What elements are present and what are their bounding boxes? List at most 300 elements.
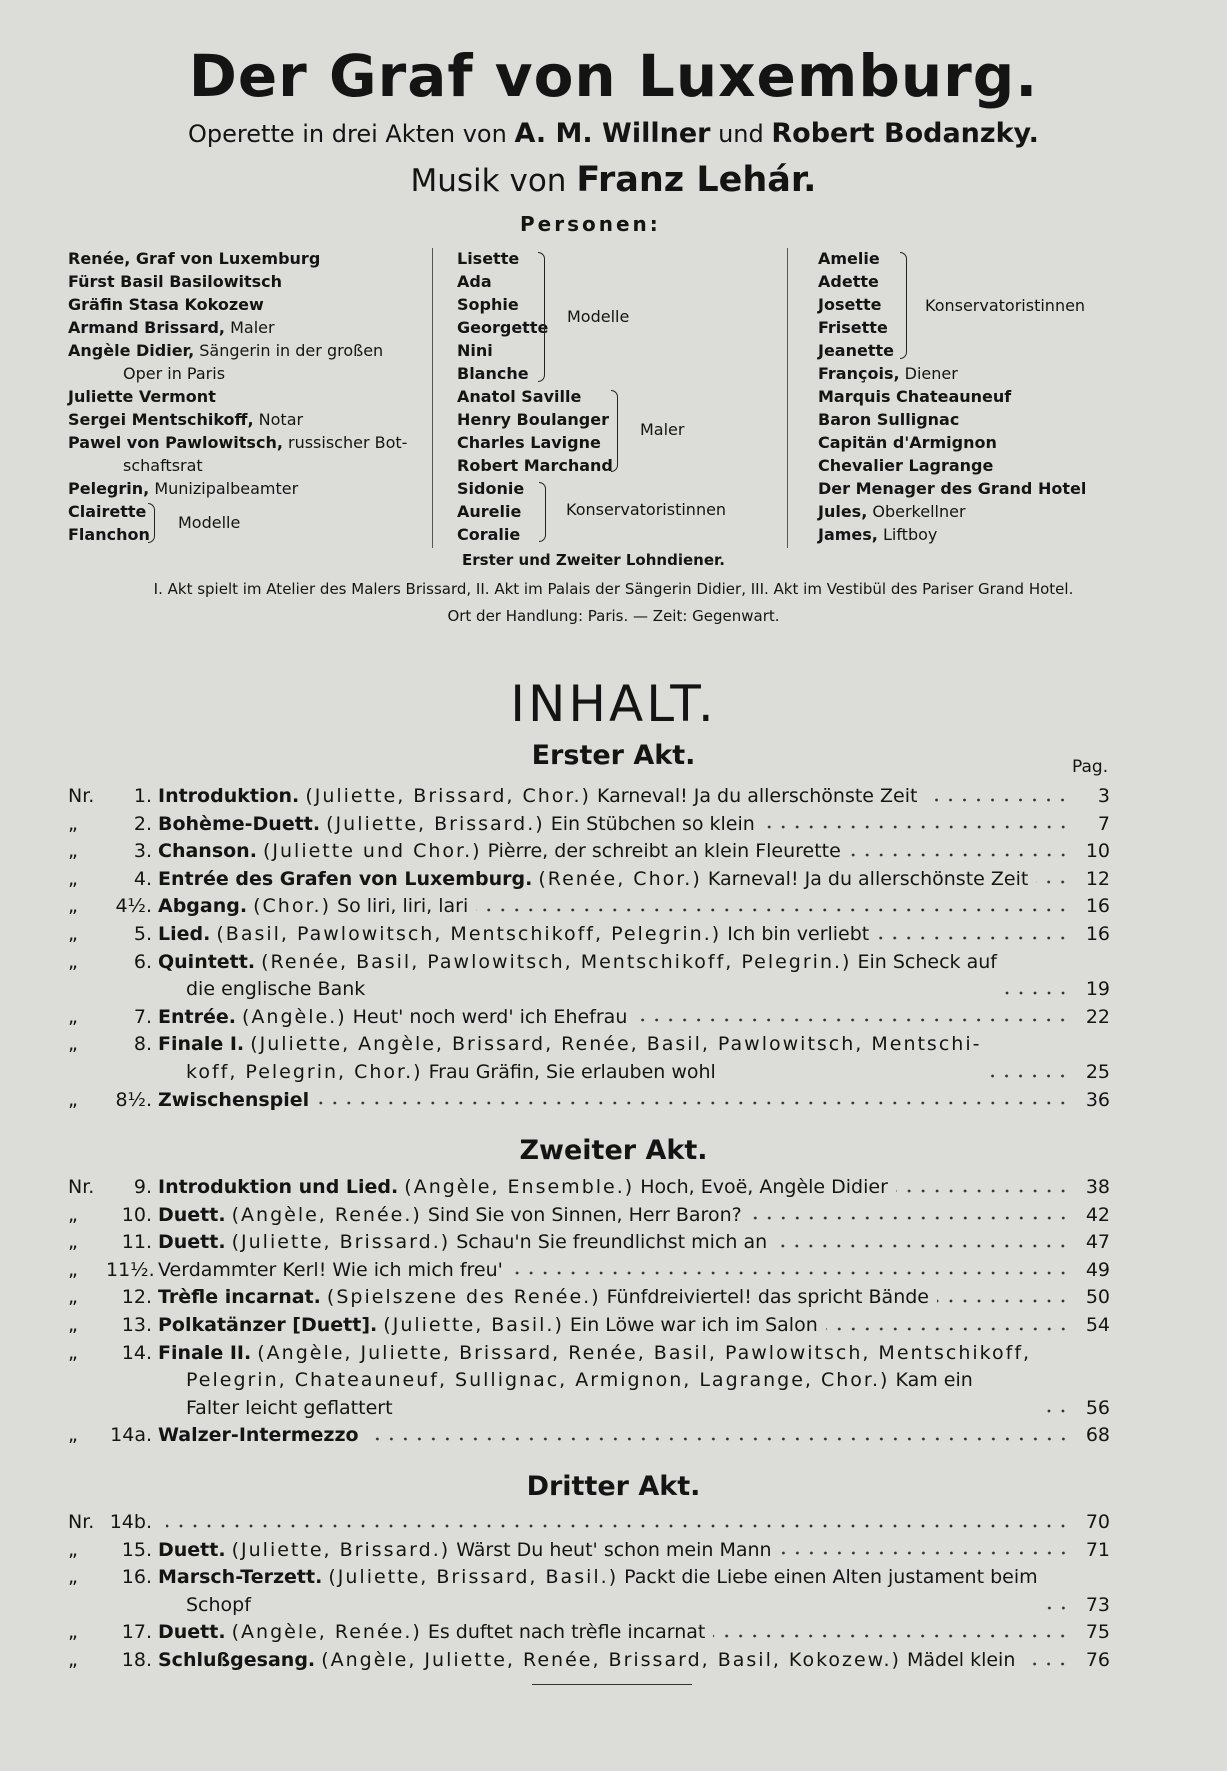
cast-name: Sidonie [457,479,525,498]
toc-entry [68,1202,1110,1230]
page-number: 19 [1085,978,1110,1001]
entry-number: 13. [121,1313,152,1336]
entry-incipit: Karneval! Ja du allerschönste Zeit [707,867,1029,890]
cast-entry [68,523,423,546]
dot-leader [1036,878,1070,886]
entry-prefix: „ [68,1424,78,1447]
cast-entry [818,477,1218,500]
entry-title: Quintett. [158,950,256,973]
entry-number: 2. [133,812,152,835]
entry-title: Duett. [158,1621,226,1644]
cast-entry [68,270,423,293]
entry-number: 14a. [110,1424,152,1447]
cast-name: Lisette [457,249,520,268]
entry-cast: (Renée, Basil, Pawlowitsch, Mentschikoff, Pelegrin.) [261,950,852,973]
toc-entry [68,811,1110,839]
entry-body [158,783,1110,811]
cast-continuation: schaftsrat [123,456,203,475]
entry-title: Introduktion. [158,785,300,807]
entry-incipit: Schau'n Sie freundlichst mich an [456,1231,768,1254]
inhalt-heading: INHALT. [510,675,717,733]
entry-prefix: „ [68,1005,78,1028]
entry-number: 8½. [115,1088,152,1111]
entry-text [158,811,755,839]
cast-entry [457,339,762,362]
act-1-contents [68,783,1110,1114]
entry-text [158,838,841,866]
entry-text [158,1537,772,1565]
brace-modelle-1 [148,503,155,543]
entry-number: 11½. [106,1258,155,1281]
cast-name: Henry Boulanger [457,410,609,429]
entry-incipit: Heut' noch werd' ich Ehefrau [352,1005,628,1028]
entry-body [158,1031,1110,1086]
entry-prefix: „ [68,1286,78,1309]
place-time-note: Ort der Handlung: Paris. — Zeit: Gegenwart. [447,607,780,625]
brace-modelle-2 [538,252,545,382]
dot-leader [925,796,1070,804]
entry-text [158,783,917,811]
cast-name: François, [818,364,900,383]
cast-name: Pawel von Pawlowitsch, [68,433,283,452]
entry-number: 7. [133,1005,152,1028]
entry-cast-continued: Pelegrin, Chateauneuf, Sullignac, Armignon, Lagrange, Chor.) [186,1369,890,1392]
cast-name: Clairette [68,502,147,521]
entry-cast: (Juliette, Brissard.) [231,1538,451,1561]
dot-leader [775,1242,1070,1250]
entry-incipit-continued: Kam ein [895,1369,973,1392]
page-number: 16 [1085,922,1110,945]
entry-incipit: Sind Sie von Sinnen, Herr Baron? [427,1203,742,1226]
entry-body [158,838,1110,866]
entry-incipit: Mädel klein [906,1648,1016,1671]
act-2-heading: Zweiter Akt. [519,1135,708,1166]
entry-text [158,1284,929,1312]
entry-prefix: Nr. [68,785,95,807]
cast-entry [818,247,1218,270]
cast-role: Maler [230,318,275,337]
entry-body [158,1647,1110,1675]
page-number: 7 [1097,812,1110,835]
entry-number: 9. [133,1176,152,1198]
entry-incipit: Ein Löwe war ich im Salon [569,1313,818,1336]
cast-name: Jules, [818,502,868,521]
cast-name: Fürst Basil Basilowitsch [68,272,282,291]
entry-cast: (Renée, Chor.) [538,867,702,890]
cast-entry [68,385,423,408]
act-3-contents [68,1509,1110,1675]
personen-heading: Personen: [520,212,661,236]
act-1-heading: Erster Akt. [531,740,696,771]
page-number: 49 [1085,1258,1110,1281]
setting-note: I. Akt spielt im Atelier des Malers Brissard, II. Akt im Palais der Sängerin Didier, III. Akt im Vestibül des Pariser Grand Hotel. [153,580,1074,598]
toc-entry [68,921,1110,949]
entry-cast-continued: koff, Pelegrin, Chor.) [186,1060,423,1083]
entry-cast: (Spielszene des Renée.) [326,1286,601,1309]
page-number: 42 [1085,1203,1110,1226]
toc-entry [68,1564,1110,1619]
entry-title: Trèfle incarnat. [158,1286,321,1309]
page-number: 70 [1085,1511,1110,1533]
entry-text [158,866,1028,894]
entry-incipit-continued: Schopf [186,1593,251,1616]
dot-leader [1023,1660,1070,1668]
cast-entry [457,385,762,408]
cast-entry [68,339,423,362]
brace-konservatoristinnen-2 [900,252,907,359]
group-label-modelle-1: Modelle [178,513,241,532]
toc-entry [68,1229,1110,1257]
lohndiener-line: Erster und Zweiter Lohndiener. [462,551,725,569]
toc-entry [68,1257,1110,1285]
act-2-contents [68,1174,1110,1450]
entry-cast: (Angèle, Juliette, Brissard, Renée, Basil, Pawlowitsch, Mentschikoff, [257,1341,1032,1364]
dot-leader [849,851,1070,859]
entry-body [158,1564,1110,1619]
cast-name: Nini [457,341,493,360]
page-number: 54 [1085,1313,1110,1336]
toc-entry [68,1509,1110,1537]
entry-text [158,1257,503,1285]
dot-leader [367,1435,1070,1443]
entry-body [158,1422,1110,1450]
closing-rule [532,1684,692,1685]
cast-name: Baron Sullignac [818,410,960,429]
dot-leader [750,1214,1070,1222]
page-number: 75 [1085,1621,1110,1644]
cast-name: Blanche [457,364,529,383]
cast-name: Amelie [818,249,880,268]
cast-name: Armand Brissard, [68,318,225,337]
entry-text [158,1031,981,1086]
dot-leader [896,1187,1070,1195]
entry-cast: (Juliette, Angèle, Brissard, Renée, Basil, Pawlowitsch, Mentschi- [250,1033,982,1056]
toc-entry [68,838,1110,866]
entry-body [158,1087,1110,1115]
entry-number: 12. [121,1286,152,1309]
cast-entry [818,431,1218,454]
entry-title: Duett. [158,1538,226,1561]
cast-name: Renée, Graf von Luxemburg [68,249,321,268]
entry-body [158,1004,1110,1032]
cast-entry [818,316,1218,339]
entry-number: 14. [121,1341,152,1364]
toc-entry [68,1284,1110,1312]
entry-incipit: Wärst Du heut' schon mein Mann [456,1538,772,1561]
entry-continuation [186,1395,1031,1423]
entry-prefix: „ [68,1313,78,1336]
page-number: 73 [1085,1593,1110,1616]
entry-incipit: Ich bin verliebt [727,922,870,945]
entry-number: 6. [133,950,152,973]
toc-entry [68,893,1110,921]
page-column-label: Pag. [1072,757,1109,777]
dot-leader [877,934,1070,942]
entry-title: Marsch-Terzett. [158,1566,323,1589]
entry-title: Lied. [158,922,211,945]
entry-prefix: „ [68,895,78,918]
entry-text [158,1619,705,1647]
entry-incipit: Pièrre, der schreibt an klein Fleurette [487,840,841,863]
entry-prefix: „ [68,950,78,973]
entry-body [158,893,1110,921]
cast-entry [68,477,423,500]
cast-role: Munizipalbeamter [154,479,299,498]
entry-text [158,1202,742,1230]
cast-entry [818,523,1218,546]
cast-name: Chevalier Lagrange [818,456,994,475]
cast-role: Oberkellner [872,502,966,521]
entry-prefix: „ [68,1088,78,1111]
cast-entry [68,316,423,339]
entry-incipit: So liri, liri, lari [337,895,469,918]
dot-leader [1046,1604,1070,1612]
entry-number: 11. [121,1231,152,1254]
cast-role: russischer Bot- [288,433,408,452]
cast-entry [818,454,1218,477]
toc-entry [68,1174,1110,1202]
group-label-modelle-2: Modelle [567,307,630,326]
composer: Franz Lehár. [576,160,817,200]
entry-number: 5. [133,922,152,945]
entry-body [158,1202,1110,1230]
entry-title: Zwischenspiel [158,1088,310,1111]
toc-entry [68,1031,1110,1086]
entry-body [158,1284,1110,1312]
entry-title: Walzer-Intermezzo [158,1424,359,1447]
cast-entry [68,293,423,316]
entry-body [158,1229,1110,1257]
entry-text [158,949,997,1004]
entry-cast: (Basil, Pawlowitsch, Mentschikoff, Pelegrin.) [216,922,722,945]
page-number: 56 [1085,1396,1110,1419]
entry-title: Abgang. [158,895,248,918]
entry-number: 14b. [109,1511,152,1533]
cast-name: Marquis Chateauneuf [818,387,1012,406]
entry-text [158,893,468,921]
toc-entry [68,1340,1110,1423]
entry-number: 15. [121,1538,152,1561]
entry-text [158,1229,767,1257]
entry-cast: (Juliette, Brissard.) [326,812,545,835]
dot-leader [713,1632,1070,1640]
act-3-heading: Dritter Akt. [526,1471,701,1502]
entry-number: 8. [133,1033,152,1056]
toc-entry [68,1647,1110,1675]
dot-leader [937,1297,1070,1305]
entry-title: Duett. [158,1231,226,1254]
entry-title: Schlußgesang. [158,1648,316,1671]
entry-prefix: „ [68,1203,78,1226]
group-label-konservatoristinnen-2: Konservatoristinnen [925,296,1086,315]
page-number: 16 [1085,895,1110,918]
dot-leader [511,1269,1070,1277]
entry-body [158,811,1110,839]
page-number: 76 [1085,1648,1110,1671]
dot-leader [989,1072,1070,1080]
cast-entry [457,454,762,477]
cast-entry [818,362,1218,385]
page-number: 10 [1085,840,1110,863]
entry-cast: (Juliette, Brissard.) [231,1231,451,1254]
cast-role: Sängerin in der großen [199,341,384,360]
entry-prefix: „ [68,1341,78,1364]
cast-column-3 [818,247,1218,546]
entry-incipit: Verdammter Kerl! Wie ich mich freu' [158,1258,503,1281]
cast-entry [818,270,1218,293]
toc-entry [68,1537,1110,1565]
dot-leader [166,1522,1070,1530]
entry-title: Polkatänzer [Duett]. [158,1313,378,1336]
page-number: 68 [1085,1424,1110,1447]
cast-entry [457,523,762,546]
cast-name: Gräfin Stasa Kokozew [68,295,264,314]
cast-name: Adette [818,272,879,291]
entry-incipit: Packt die Liebe einen Alten justament beim [624,1566,1038,1589]
entry-number: 4. [133,867,152,890]
entry-text [158,1312,818,1340]
entry-text [158,1564,1038,1619]
entry-body [158,1537,1110,1565]
cast-name: Anatol Saville [457,387,582,406]
toc-entry [68,1004,1110,1032]
entry-cast: (Angèle.) [242,1005,347,1028]
entry-title: Duett. [158,1203,226,1226]
entry-continuation [158,976,997,1004]
entry-text [158,1004,627,1032]
entry-cast: (Angèle, Juliette, Renée, Brissard, Basil, Kokozew.) [321,1648,901,1671]
cast-entry [457,431,762,454]
entry-title: Bohème-Duett. [158,812,321,835]
cast-entry [68,247,423,270]
entry-prefix: „ [68,1231,78,1254]
page-number: 71 [1085,1538,1110,1561]
entry-prefix: „ [68,812,78,835]
entry-prefix: „ [68,867,78,890]
entry-title: Entrée. [158,1005,236,1028]
cast-name: Josette [818,295,882,314]
entry-body [158,1340,1110,1423]
dot-leader [317,1099,1070,1107]
cast-name: Ada [457,272,492,291]
entry-incipit-continued: die englische Bank [186,978,366,1001]
author-1: A. M. Willner [514,118,711,149]
entry-text [158,1340,1031,1423]
entry-title: Entrée des Grafen von Luxemburg. [158,867,533,890]
toc-entry [68,949,1110,1004]
entry-body [158,1509,1110,1537]
subtitle-und: und [718,120,764,148]
entry-body [158,921,1110,949]
cast-entry [818,339,1218,362]
entry-continuation [158,1592,1038,1620]
entry-body [158,1257,1110,1285]
entry-title: Introduktion und Lied. [158,1176,399,1198]
brace-konservatoristinnen-1 [539,482,546,542]
dot-leader [780,1549,1070,1557]
cast-column-1 [68,247,423,546]
entry-cast: (Angèle, Ensemble.) [404,1176,635,1198]
cast-role: Liftboy [882,525,938,544]
cast-entry [457,408,762,431]
cast-entry [818,408,1218,431]
entry-cast: (Juliette, Brissard, Chor.) [305,785,591,807]
composer-line [0,160,1227,200]
music-prefix: Musik von [410,163,567,199]
page-number: 36 [1085,1088,1110,1111]
entry-prefix: „ [68,1648,78,1671]
entry-incipit: Es duftet nach trèfle incarnat [427,1621,706,1644]
entry-number: 3. [133,840,152,863]
cast-name: Charles Lavigne [457,433,601,452]
entry-body [158,949,1110,1004]
cast-role: Diener [904,364,958,383]
cast-name: James, [818,525,878,544]
toc-entry [68,1619,1110,1647]
entry-prefix: „ [68,1258,78,1281]
cast-entry [68,454,423,477]
cast-role: Notar [258,410,304,429]
entry-incipit-continued: Falter leicht geflattert [186,1396,393,1419]
operetta-title: Der Graf von Luxemburg. [188,42,1039,110]
entry-cast: (Angèle, Renée.) [231,1621,422,1644]
cast-entry [457,247,762,270]
cast-name: Der Menager des Grand Hotel [818,479,1087,498]
entry-text [158,1087,309,1115]
cast-name: Sophie [457,295,519,314]
entry-cast: (Juliette, Basil.) [383,1313,564,1336]
page-number: 3 [1097,785,1110,807]
entry-continuation [158,1059,981,1087]
cast-entry [68,408,423,431]
page-number: 12 [1085,867,1110,890]
subtitle-prefix: Operette in drei Akten von [188,120,507,148]
entry-title: Chanson. [158,840,257,863]
entry-incipit: Ein Stübchen so klein [550,812,755,835]
entry-incipit: Fünfdreiviertel! das spricht Bände [606,1286,929,1309]
page-number: 50 [1085,1286,1110,1309]
entry-incipit: Hoch, Evoë, Angèle Didier [640,1176,888,1198]
cast-entry [818,500,1218,523]
cast-entry [457,477,762,500]
entry-number: 16. [121,1566,152,1589]
cast-name: Pelegrin, [68,479,150,498]
entry-title: Finale I. [158,1033,245,1056]
cast-entry [457,270,762,293]
entry-incipit: Karneval! Ja du allerschönste Zeit [596,785,918,807]
cast-entry [68,431,423,454]
entry-text [158,1174,888,1202]
author-2: Robert Bodanzky. [771,118,1039,149]
page-number: 38 [1085,1176,1110,1198]
entry-prefix: Nr. [68,1511,95,1533]
entry-prefix: „ [68,1538,78,1561]
entry-cast: (Chor.) [253,895,331,918]
entry-cast: (Angèle, Renée.) [231,1203,422,1226]
cast-name: Georgette [457,318,549,337]
cast-name: Angèle Didier, [68,341,195,360]
column-divider [787,248,788,548]
entry-body [158,866,1110,894]
brace-maler [611,390,618,472]
cast-name: Sergei Mentschikoff, [68,410,254,429]
cast-name: Juliette Vermont [68,387,216,406]
entry-number: 18. [121,1648,152,1671]
entry-continuation [158,1367,1031,1422]
entry-cast: (Juliette, Brissard, Basil.) [328,1566,619,1589]
entry-prefix: Nr. [68,1176,95,1198]
toc-entry [68,783,1110,811]
